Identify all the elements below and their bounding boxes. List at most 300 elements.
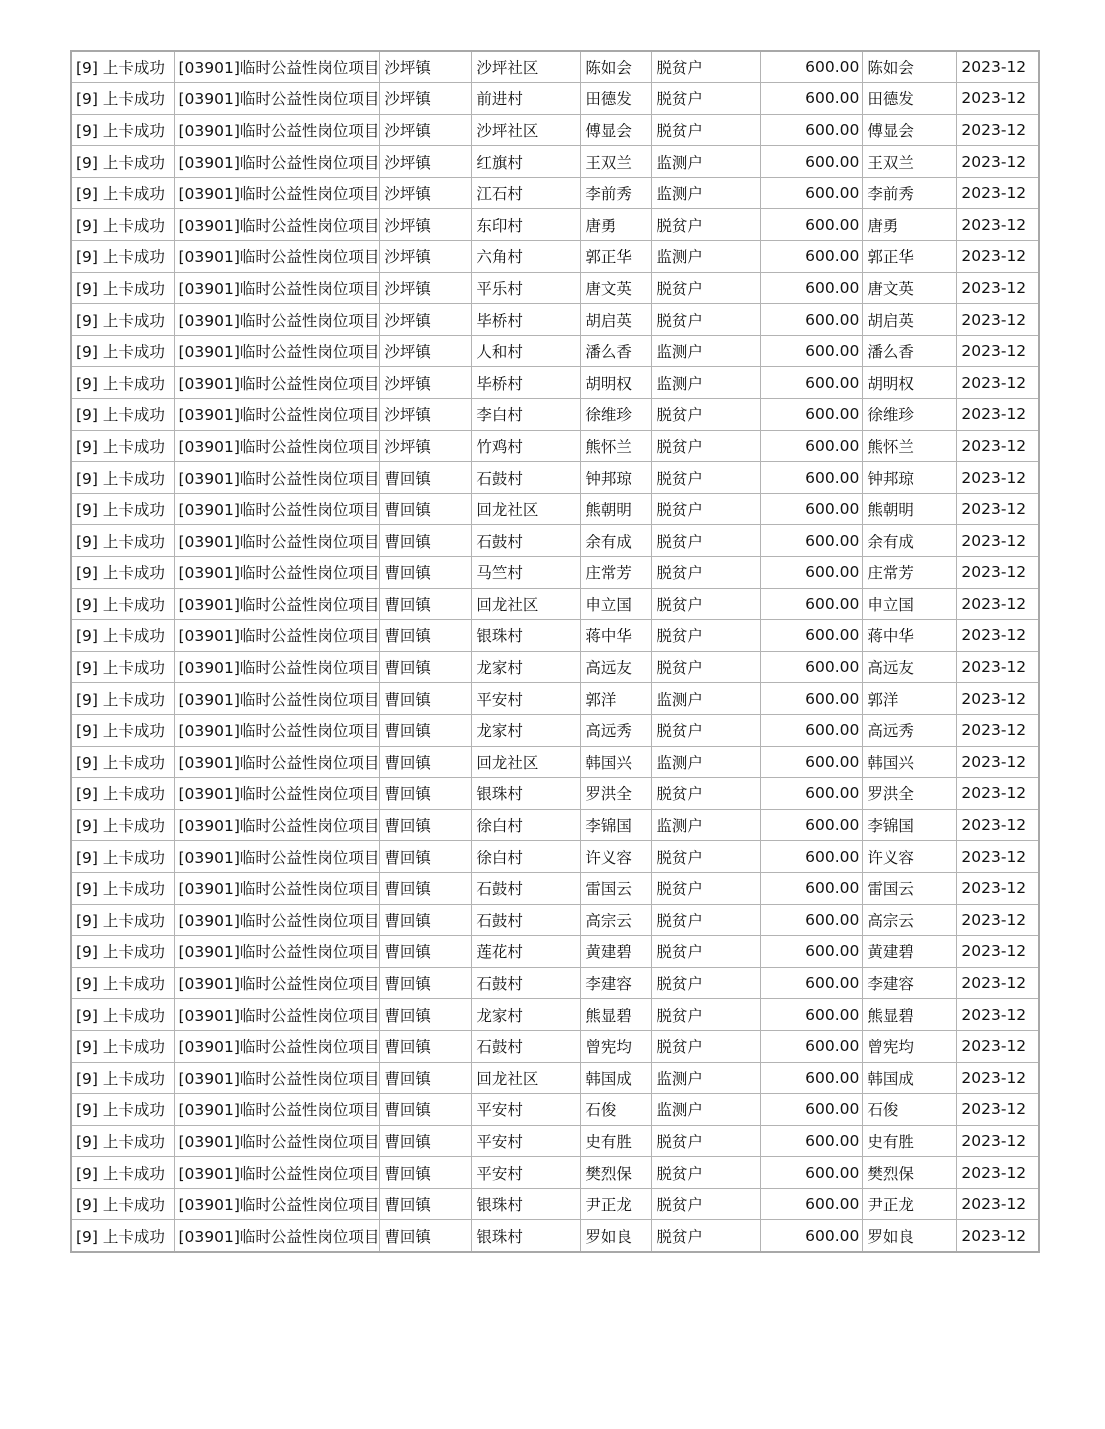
payee-cell: 申立国 bbox=[863, 588, 957, 620]
table-row bbox=[71, 1157, 1039, 1189]
household-type-cell: 脱贫户 bbox=[652, 778, 761, 810]
month-cell: 2023-12 bbox=[957, 304, 1039, 336]
payee-cell: 徐维珍 bbox=[863, 399, 957, 431]
table-row bbox=[71, 557, 1039, 589]
town-cell: 曹回镇 bbox=[380, 841, 472, 873]
project-cell: [03901]临时公益性岗位项目 bbox=[174, 1030, 380, 1062]
town-cell: 曹回镇 bbox=[380, 462, 472, 494]
status-cell: [9] 上卡成功 bbox=[71, 462, 174, 494]
payee-cell: 傅显会 bbox=[863, 114, 957, 146]
household-type-cell: 脱贫户 bbox=[652, 1220, 761, 1252]
project-cell: [03901]临时公益性岗位项目 bbox=[174, 335, 380, 367]
month-cell: 2023-12 bbox=[957, 1220, 1039, 1252]
table-row bbox=[71, 1220, 1039, 1252]
month-cell: 2023-12 bbox=[957, 904, 1039, 936]
payee-cell: 樊烈保 bbox=[863, 1157, 957, 1189]
name-cell: 胡启英 bbox=[581, 304, 652, 336]
project-cell: [03901]临时公益性岗位项目 bbox=[174, 146, 380, 178]
town-cell: 曹回镇 bbox=[380, 714, 472, 746]
household-type-cell: 脱贫户 bbox=[652, 1125, 761, 1157]
table-row bbox=[71, 809, 1039, 841]
project-cell: [03901]临时公益性岗位项目 bbox=[174, 588, 380, 620]
village-cell: 银珠村 bbox=[472, 1220, 581, 1252]
project-cell: [03901]临时公益性岗位项目 bbox=[174, 746, 380, 778]
table-row bbox=[71, 651, 1039, 683]
household-type-cell: 监测户 bbox=[652, 683, 761, 715]
household-type-cell: 监测户 bbox=[652, 1062, 761, 1094]
month-cell: 2023-12 bbox=[957, 1188, 1039, 1220]
amount-cell: 600.00 bbox=[761, 778, 863, 810]
table-row bbox=[71, 936, 1039, 968]
month-cell: 2023-12 bbox=[957, 651, 1039, 683]
village-cell: 平安村 bbox=[472, 1157, 581, 1189]
month-cell: 2023-12 bbox=[957, 1157, 1039, 1189]
village-cell: 石鼓村 bbox=[472, 525, 581, 557]
payee-cell: 许义容 bbox=[863, 841, 957, 873]
town-cell: 曹回镇 bbox=[380, 1157, 472, 1189]
status-cell: [9] 上卡成功 bbox=[71, 1157, 174, 1189]
amount-cell: 600.00 bbox=[761, 904, 863, 936]
village-cell: 石鼓村 bbox=[472, 967, 581, 999]
town-cell: 曹回镇 bbox=[380, 872, 472, 904]
status-cell: [9] 上卡成功 bbox=[71, 83, 174, 115]
name-cell: 李建容 bbox=[581, 967, 652, 999]
payee-cell: 田德发 bbox=[863, 83, 957, 115]
village-cell: 龙家村 bbox=[472, 714, 581, 746]
name-cell: 尹正龙 bbox=[581, 1188, 652, 1220]
amount-cell: 600.00 bbox=[761, 241, 863, 273]
name-cell: 熊朝明 bbox=[581, 493, 652, 525]
table-row bbox=[71, 335, 1039, 367]
project-cell: [03901]临时公益性岗位项目 bbox=[174, 1125, 380, 1157]
amount-cell: 600.00 bbox=[761, 841, 863, 873]
name-cell: 韩国兴 bbox=[581, 746, 652, 778]
name-cell: 熊怀兰 bbox=[581, 430, 652, 462]
status-cell: [9] 上卡成功 bbox=[71, 809, 174, 841]
village-cell: 沙坪社区 bbox=[472, 51, 581, 83]
month-cell: 2023-12 bbox=[957, 367, 1039, 399]
name-cell: 郭洋 bbox=[581, 683, 652, 715]
status-cell: [9] 上卡成功 bbox=[71, 1094, 174, 1126]
table-row bbox=[71, 83, 1039, 115]
status-cell: [9] 上卡成功 bbox=[71, 1188, 174, 1220]
household-type-cell: 脱贫户 bbox=[652, 588, 761, 620]
household-type-cell: 脱贫户 bbox=[652, 714, 761, 746]
town-cell: 沙坪镇 bbox=[380, 177, 472, 209]
status-cell: [9] 上卡成功 bbox=[71, 114, 174, 146]
table-row bbox=[71, 304, 1039, 336]
amount-cell: 600.00 bbox=[761, 83, 863, 115]
amount-cell: 600.00 bbox=[761, 936, 863, 968]
household-type-cell: 脱贫户 bbox=[652, 493, 761, 525]
month-cell: 2023-12 bbox=[957, 1125, 1039, 1157]
amount-cell: 600.00 bbox=[761, 493, 863, 525]
household-type-cell: 脱贫户 bbox=[652, 272, 761, 304]
status-cell: [9] 上卡成功 bbox=[71, 1220, 174, 1252]
household-type-cell: 脱贫户 bbox=[652, 51, 761, 83]
table-row bbox=[71, 999, 1039, 1031]
payee-cell: 高远秀 bbox=[863, 714, 957, 746]
table-row bbox=[71, 1125, 1039, 1157]
status-cell: [9] 上卡成功 bbox=[71, 778, 174, 810]
amount-cell: 600.00 bbox=[761, 272, 863, 304]
household-type-cell: 监测户 bbox=[652, 335, 761, 367]
name-cell: 石俊 bbox=[581, 1094, 652, 1126]
table-row bbox=[71, 967, 1039, 999]
household-type-cell: 脱贫户 bbox=[652, 620, 761, 652]
town-cell: 沙坪镇 bbox=[380, 241, 472, 273]
name-cell: 唐勇 bbox=[581, 209, 652, 241]
payee-cell: 韩国成 bbox=[863, 1062, 957, 1094]
town-cell: 曹回镇 bbox=[380, 683, 472, 715]
project-cell: [03901]临时公益性岗位项目 bbox=[174, 304, 380, 336]
amount-cell: 600.00 bbox=[761, 588, 863, 620]
month-cell: 2023-12 bbox=[957, 83, 1039, 115]
month-cell: 2023-12 bbox=[957, 714, 1039, 746]
month-cell: 2023-12 bbox=[957, 1030, 1039, 1062]
village-cell: 银珠村 bbox=[472, 778, 581, 810]
household-type-cell: 监测户 bbox=[652, 177, 761, 209]
amount-cell: 600.00 bbox=[761, 1062, 863, 1094]
project-cell: [03901]临时公益性岗位项目 bbox=[174, 999, 380, 1031]
amount-cell: 600.00 bbox=[761, 304, 863, 336]
status-cell: [9] 上卡成功 bbox=[71, 904, 174, 936]
project-cell: [03901]临时公益性岗位项目 bbox=[174, 936, 380, 968]
table-row bbox=[71, 778, 1039, 810]
status-cell: [9] 上卡成功 bbox=[71, 967, 174, 999]
table-body bbox=[71, 51, 1039, 1252]
amount-cell: 600.00 bbox=[761, 1094, 863, 1126]
table-row bbox=[71, 872, 1039, 904]
status-cell: [9] 上卡成功 bbox=[71, 588, 174, 620]
amount-cell: 600.00 bbox=[761, 177, 863, 209]
month-cell: 2023-12 bbox=[957, 209, 1039, 241]
month-cell: 2023-12 bbox=[957, 399, 1039, 431]
town-cell: 曹回镇 bbox=[380, 557, 472, 589]
town-cell: 曹回镇 bbox=[380, 620, 472, 652]
table-row bbox=[71, 746, 1039, 778]
status-cell: [9] 上卡成功 bbox=[71, 1030, 174, 1062]
town-cell: 曹回镇 bbox=[380, 493, 472, 525]
town-cell: 曹回镇 bbox=[380, 1030, 472, 1062]
status-cell: [9] 上卡成功 bbox=[71, 651, 174, 683]
table-row bbox=[71, 588, 1039, 620]
name-cell: 郭正华 bbox=[581, 241, 652, 273]
payee-cell: 唐文英 bbox=[863, 272, 957, 304]
village-cell: 石鼓村 bbox=[472, 904, 581, 936]
town-cell: 沙坪镇 bbox=[380, 146, 472, 178]
payee-cell: 李锦国 bbox=[863, 809, 957, 841]
month-cell: 2023-12 bbox=[957, 241, 1039, 273]
payee-cell: 熊怀兰 bbox=[863, 430, 957, 462]
town-cell: 沙坪镇 bbox=[380, 51, 472, 83]
village-cell: 李白村 bbox=[472, 399, 581, 431]
project-cell: [03901]临时公益性岗位项目 bbox=[174, 714, 380, 746]
status-cell: [9] 上卡成功 bbox=[71, 1062, 174, 1094]
payment-table bbox=[70, 50, 1040, 1253]
amount-cell: 600.00 bbox=[761, 209, 863, 241]
amount-cell: 600.00 bbox=[761, 620, 863, 652]
town-cell: 沙坪镇 bbox=[380, 304, 472, 336]
month-cell: 2023-12 bbox=[957, 999, 1039, 1031]
household-type-cell: 脱贫户 bbox=[652, 83, 761, 115]
village-cell: 徐白村 bbox=[472, 809, 581, 841]
village-cell: 江石村 bbox=[472, 177, 581, 209]
village-cell: 红旗村 bbox=[472, 146, 581, 178]
status-cell: [9] 上卡成功 bbox=[71, 746, 174, 778]
status-cell: [9] 上卡成功 bbox=[71, 1125, 174, 1157]
town-cell: 沙坪镇 bbox=[380, 367, 472, 399]
project-cell: [03901]临时公益性岗位项目 bbox=[174, 493, 380, 525]
town-cell: 曹回镇 bbox=[380, 525, 472, 557]
village-cell: 人和村 bbox=[472, 335, 581, 367]
town-cell: 曹回镇 bbox=[380, 1220, 472, 1252]
household-type-cell: 脱贫户 bbox=[652, 872, 761, 904]
name-cell: 樊烈保 bbox=[581, 1157, 652, 1189]
table-row bbox=[71, 51, 1039, 83]
household-type-cell: 脱贫户 bbox=[652, 841, 761, 873]
payee-cell: 陈如会 bbox=[863, 51, 957, 83]
village-cell: 马竺村 bbox=[472, 557, 581, 589]
name-cell: 申立国 bbox=[581, 588, 652, 620]
payee-cell: 李建容 bbox=[863, 967, 957, 999]
town-cell: 曹回镇 bbox=[380, 936, 472, 968]
project-cell: [03901]临时公益性岗位项目 bbox=[174, 904, 380, 936]
household-type-cell: 脱贫户 bbox=[652, 114, 761, 146]
payee-cell: 韩国兴 bbox=[863, 746, 957, 778]
name-cell: 罗如良 bbox=[581, 1220, 652, 1252]
month-cell: 2023-12 bbox=[957, 557, 1039, 589]
name-cell: 陈如会 bbox=[581, 51, 652, 83]
payee-cell: 尹正龙 bbox=[863, 1188, 957, 1220]
household-type-cell: 脱贫户 bbox=[652, 904, 761, 936]
village-cell: 银珠村 bbox=[472, 620, 581, 652]
town-cell: 曹回镇 bbox=[380, 967, 472, 999]
household-type-cell: 监测户 bbox=[652, 241, 761, 273]
month-cell: 2023-12 bbox=[957, 272, 1039, 304]
household-type-cell: 脱贫户 bbox=[652, 399, 761, 431]
name-cell: 钟邦琼 bbox=[581, 462, 652, 494]
town-cell: 沙坪镇 bbox=[380, 399, 472, 431]
town-cell: 沙坪镇 bbox=[380, 114, 472, 146]
month-cell: 2023-12 bbox=[957, 620, 1039, 652]
village-cell: 石鼓村 bbox=[472, 872, 581, 904]
amount-cell: 600.00 bbox=[761, 146, 863, 178]
payee-cell: 潘么香 bbox=[863, 335, 957, 367]
name-cell: 黄建碧 bbox=[581, 936, 652, 968]
month-cell: 2023-12 bbox=[957, 525, 1039, 557]
month-cell: 2023-12 bbox=[957, 493, 1039, 525]
household-type-cell: 脱贫户 bbox=[652, 525, 761, 557]
village-cell: 石鼓村 bbox=[472, 1030, 581, 1062]
month-cell: 2023-12 bbox=[957, 967, 1039, 999]
table-row bbox=[71, 904, 1039, 936]
table-row bbox=[71, 1030, 1039, 1062]
month-cell: 2023-12 bbox=[957, 114, 1039, 146]
amount-cell: 600.00 bbox=[761, 462, 863, 494]
town-cell: 曹回镇 bbox=[380, 746, 472, 778]
project-cell: [03901]临时公益性岗位项目 bbox=[174, 809, 380, 841]
name-cell: 蒋中华 bbox=[581, 620, 652, 652]
project-cell: [03901]临时公益性岗位项目 bbox=[174, 525, 380, 557]
payee-cell: 石俊 bbox=[863, 1094, 957, 1126]
amount-cell: 600.00 bbox=[761, 999, 863, 1031]
town-cell: 沙坪镇 bbox=[380, 335, 472, 367]
name-cell: 高远友 bbox=[581, 651, 652, 683]
table-row bbox=[71, 1062, 1039, 1094]
household-type-cell: 监测户 bbox=[652, 746, 761, 778]
payee-cell: 史有胜 bbox=[863, 1125, 957, 1157]
month-cell: 2023-12 bbox=[957, 146, 1039, 178]
payee-cell: 雷国云 bbox=[863, 872, 957, 904]
household-type-cell: 监测户 bbox=[652, 1094, 761, 1126]
town-cell: 曹回镇 bbox=[380, 904, 472, 936]
status-cell: [9] 上卡成功 bbox=[71, 525, 174, 557]
name-cell: 潘么香 bbox=[581, 335, 652, 367]
name-cell: 史有胜 bbox=[581, 1125, 652, 1157]
household-type-cell: 脱贫户 bbox=[652, 430, 761, 462]
project-cell: [03901]临时公益性岗位项目 bbox=[174, 462, 380, 494]
household-type-cell: 脱贫户 bbox=[652, 651, 761, 683]
status-cell: [9] 上卡成功 bbox=[71, 493, 174, 525]
month-cell: 2023-12 bbox=[957, 936, 1039, 968]
amount-cell: 600.00 bbox=[761, 809, 863, 841]
table-row bbox=[71, 430, 1039, 462]
payee-cell: 熊朝明 bbox=[863, 493, 957, 525]
project-cell: [03901]临时公益性岗位项目 bbox=[174, 1188, 380, 1220]
name-cell: 王双兰 bbox=[581, 146, 652, 178]
town-cell: 沙坪镇 bbox=[380, 272, 472, 304]
name-cell: 余有成 bbox=[581, 525, 652, 557]
payee-cell: 庄常芳 bbox=[863, 557, 957, 589]
town-cell: 曹回镇 bbox=[380, 999, 472, 1031]
payee-cell: 钟邦琼 bbox=[863, 462, 957, 494]
household-type-cell: 脱贫户 bbox=[652, 936, 761, 968]
project-cell: [03901]临时公益性岗位项目 bbox=[174, 1094, 380, 1126]
table-row bbox=[71, 241, 1039, 273]
project-cell: [03901]临时公益性岗位项目 bbox=[174, 557, 380, 589]
household-type-cell: 监测户 bbox=[652, 367, 761, 399]
town-cell: 沙坪镇 bbox=[380, 209, 472, 241]
village-cell: 徐白村 bbox=[472, 841, 581, 873]
town-cell: 曹回镇 bbox=[380, 1062, 472, 1094]
status-cell: [9] 上卡成功 bbox=[71, 430, 174, 462]
payee-cell: 胡明权 bbox=[863, 367, 957, 399]
household-type-cell: 脱贫户 bbox=[652, 557, 761, 589]
payee-cell: 余有成 bbox=[863, 525, 957, 557]
name-cell: 雷国云 bbox=[581, 872, 652, 904]
name-cell: 李锦国 bbox=[581, 809, 652, 841]
amount-cell: 600.00 bbox=[761, 430, 863, 462]
table-row bbox=[71, 146, 1039, 178]
status-cell: [9] 上卡成功 bbox=[71, 557, 174, 589]
status-cell: [9] 上卡成功 bbox=[71, 620, 174, 652]
month-cell: 2023-12 bbox=[957, 746, 1039, 778]
table-row bbox=[71, 367, 1039, 399]
project-cell: [03901]临时公益性岗位项目 bbox=[174, 967, 380, 999]
amount-cell: 600.00 bbox=[761, 557, 863, 589]
project-cell: [03901]临时公益性岗位项目 bbox=[174, 841, 380, 873]
project-cell: [03901]临时公益性岗位项目 bbox=[174, 51, 380, 83]
village-cell: 回龙社区 bbox=[472, 746, 581, 778]
status-cell: [9] 上卡成功 bbox=[71, 367, 174, 399]
payee-cell: 唐勇 bbox=[863, 209, 957, 241]
project-cell: [03901]临时公益性岗位项目 bbox=[174, 1157, 380, 1189]
amount-cell: 600.00 bbox=[761, 1157, 863, 1189]
village-cell: 六角村 bbox=[472, 241, 581, 273]
village-cell: 前进村 bbox=[472, 83, 581, 115]
amount-cell: 600.00 bbox=[761, 335, 863, 367]
table-row bbox=[71, 841, 1039, 873]
household-type-cell: 脱贫户 bbox=[652, 999, 761, 1031]
month-cell: 2023-12 bbox=[957, 177, 1039, 209]
amount-cell: 600.00 bbox=[761, 1188, 863, 1220]
month-cell: 2023-12 bbox=[957, 778, 1039, 810]
town-cell: 曹回镇 bbox=[380, 809, 472, 841]
status-cell: [9] 上卡成功 bbox=[71, 51, 174, 83]
payee-cell: 罗洪全 bbox=[863, 778, 957, 810]
household-type-cell: 脱贫户 bbox=[652, 462, 761, 494]
payee-cell: 蒋中华 bbox=[863, 620, 957, 652]
village-cell: 龙家村 bbox=[472, 651, 581, 683]
payee-cell: 胡启英 bbox=[863, 304, 957, 336]
town-cell: 曹回镇 bbox=[380, 1125, 472, 1157]
household-type-cell: 脱贫户 bbox=[652, 1157, 761, 1189]
table-row bbox=[71, 1188, 1039, 1220]
project-cell: [03901]临时公益性岗位项目 bbox=[174, 83, 380, 115]
month-cell: 2023-12 bbox=[957, 335, 1039, 367]
month-cell: 2023-12 bbox=[957, 683, 1039, 715]
status-cell: [9] 上卡成功 bbox=[71, 209, 174, 241]
household-type-cell: 脱贫户 bbox=[652, 1030, 761, 1062]
village-cell: 毕桥村 bbox=[472, 367, 581, 399]
household-type-cell: 脱贫户 bbox=[652, 1188, 761, 1220]
project-cell: [03901]临时公益性岗位项目 bbox=[174, 430, 380, 462]
name-cell: 高远秀 bbox=[581, 714, 652, 746]
household-type-cell: 脱贫户 bbox=[652, 967, 761, 999]
status-cell: [9] 上卡成功 bbox=[71, 683, 174, 715]
status-cell: [9] 上卡成功 bbox=[71, 146, 174, 178]
town-cell: 沙坪镇 bbox=[380, 83, 472, 115]
village-cell: 沙坪社区 bbox=[472, 114, 581, 146]
status-cell: [9] 上卡成功 bbox=[71, 304, 174, 336]
amount-cell: 600.00 bbox=[761, 872, 863, 904]
table-row bbox=[71, 114, 1039, 146]
month-cell: 2023-12 bbox=[957, 51, 1039, 83]
town-cell: 曹回镇 bbox=[380, 778, 472, 810]
month-cell: 2023-12 bbox=[957, 809, 1039, 841]
table-row bbox=[71, 1094, 1039, 1126]
status-cell: [9] 上卡成功 bbox=[71, 872, 174, 904]
project-cell: [03901]临时公益性岗位项目 bbox=[174, 1220, 380, 1252]
village-cell: 莲花村 bbox=[472, 936, 581, 968]
name-cell: 庄常芳 bbox=[581, 557, 652, 589]
month-cell: 2023-12 bbox=[957, 1094, 1039, 1126]
payee-cell: 黄建碧 bbox=[863, 936, 957, 968]
amount-cell: 600.00 bbox=[761, 399, 863, 431]
status-cell: [9] 上卡成功 bbox=[71, 177, 174, 209]
village-cell: 回龙社区 bbox=[472, 493, 581, 525]
name-cell: 傅显会 bbox=[581, 114, 652, 146]
table-row bbox=[71, 493, 1039, 525]
month-cell: 2023-12 bbox=[957, 841, 1039, 873]
month-cell: 2023-12 bbox=[957, 1062, 1039, 1094]
project-cell: [03901]临时公益性岗位项目 bbox=[174, 241, 380, 273]
project-cell: [03901]临时公益性岗位项目 bbox=[174, 177, 380, 209]
village-cell: 平乐村 bbox=[472, 272, 581, 304]
payee-cell: 郭正华 bbox=[863, 241, 957, 273]
village-cell: 石鼓村 bbox=[472, 462, 581, 494]
